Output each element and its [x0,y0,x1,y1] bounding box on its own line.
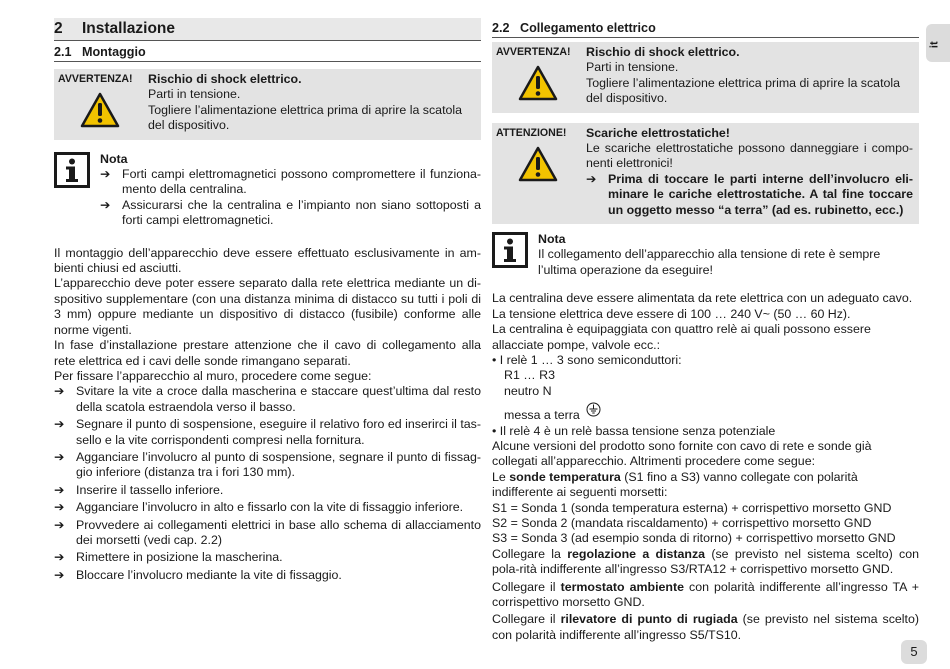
warning-line: Togliere l’alimentazione elettrica prima di aprire la scatola del dispositivo. [586,75,901,106]
step-item: ➔ Bloccare l’involucro mediante la vite di fissaggio. [54,567,342,582]
arrow-icon: ➔ [54,449,65,464]
note-title: Nota [100,151,128,166]
section-number: 2 [54,20,63,37]
subsection-title: Montaggio [82,45,146,59]
note-item: ➔ Assicurarsi che la centralina e l’impianto non siano sottoposti a forti campi elettromagnetici. [100,197,481,228]
note-block [492,232,919,278]
bullet-item: • I relè 1 … 3 sono semiconduttori: [492,352,682,367]
attention-title: Scariche elettrostatiche! [586,125,730,140]
steps-list [54,384,481,583]
language-tab: it [926,24,950,62]
paragraph: Alcune versioni del prodotto sono fornite con cavo di rete e sonde già collegati all’apparecchio. Altrimenti procedere come segue: [492,438,872,469]
warning-box [54,69,481,140]
paragraph: L’apparecchio deve poter essere separato dalla rete elettrica mediante un di-spositivo supplementare (con una distanza minima di distacco su tutti i poli di 3 mm) oppure mediante un dispositivo di distacco (fusibile) conforme alle norme vigenti. [54,276,481,337]
ground-icon [586,402,601,421]
subsection-number: 2.2 [492,21,510,35]
note-block [54,152,481,229]
section-heading-installazione [54,18,481,41]
paragraph: La tensione elettrica deve essere di 100 … 240 V~ (50 … 60 Hz). [492,306,851,321]
info-icon [54,152,90,188]
page-number: 5 [901,640,927,664]
arrow-icon: ➔ [54,517,65,532]
sensor-line: S3 = Sonda 3 (ad esempio sonda di ritorno) + corrispettivo morsetto GND [492,531,896,546]
paragraph: Collegare il rilevatore di punto di rugiada (se previsto nel sistema scelto) con polarità indifferente all’ingresso S5/TS10. [492,612,920,642]
attention-action: ➔ Prima di toccare le parti interne dell’involucro eli-minare le cariche elettrostatiche. A tal fine toccare un oggetto messo “a terra” (ad es. rubinetto, ecc.) [586,171,913,217]
paragraph: Il montaggio dell’apparecchio deve essere effettuato esclusivamente in am-bienti chiusi ed asciutti. [54,245,481,276]
arrow-icon: ➔ [100,167,111,182]
arrow-icon: ➔ [54,567,65,582]
subsection-heading-collegamento [492,20,919,38]
arrow-icon: ➔ [54,384,65,399]
step-item: ➔ Svitare la vite a croce dalla mascherina e staccare quest’ultima dal resto della scatola estraendola verso il basso. [54,384,481,414]
paragraph: La centralina deve essere alimentata da rete elettrica con un adeguato cavo. [492,291,913,306]
warning-tag: AVVERTENZA! [496,46,571,58]
sensor-line: S1 = Sonda 1 (sonda temperatura esterna) + corrispettivo morsetto GND [492,500,892,515]
left-column [54,18,481,583]
relay-line: R1 … R3 [504,368,555,383]
warning-title: Rischio di shock elettrico. [586,45,740,59]
arrow-icon: ➔ [100,197,111,212]
arrow-icon: ➔ [54,550,65,565]
arrow-icon: ➔ [54,417,65,432]
relay-line: neutro N [504,383,552,398]
arrow-icon: ➔ [54,482,65,497]
step-item: ➔ Inserire il tassello inferiore. [54,482,224,497]
warning-box [492,42,919,113]
attention-line: Le scariche elettrostatiche possono danneggiare i compo-nenti elettronici! [586,141,913,171]
step-item: ➔ Agganciare l’involucro al punto di sospensione, segnare il punto di fissag-gio inferiore (distanza tra i fori 130 mm). [54,449,481,480]
warning-line: Togliere l’alimentazione elettrica prima di aprire la scatola del dispositivo. [148,102,463,133]
arrow-icon: ➔ [54,500,65,515]
bullet-item: • Il relè 4 è un relè bassa tensione senza potenziale [492,423,776,438]
paragraph: Le sonde temperatura (S1 fino a S3) vanno collegate con polarità indifferente ai seguenti morsetti: [492,469,858,500]
step-item: ➔ Rimettere in posizione la mascherina. [54,550,283,565]
step-item: ➔ Provvedere ai collegamenti elettrici in base allo schema di allacciamento dei morsetti (vedi cap. 2.2) [54,517,481,547]
paragraph: In fase d’installazione prestare attenzione che il cavo di collegamento alla rete elettrica ed i cavi delle sonde rimangano separati. [54,338,481,368]
arrow-icon: ➔ [586,171,597,186]
attention-tag: ATTENZIONE! [496,126,567,139]
section-title: Installazione [82,20,176,37]
attention-box [492,123,919,224]
paragraph: Collegare il termostato ambiente con polarità indifferente all’ingresso TA + corrispettivo morsetto GND. [492,579,919,609]
warning-title: Rischio di shock elettrico. [148,72,302,86]
warning-triangle-icon [518,146,582,186]
step-item: ➔ Agganciare l’involucro in alto e fissarlo con la vite di fissaggio inferiore. [54,500,464,515]
subsection-heading-montaggio [54,44,481,62]
warning-triangle-icon [518,65,582,105]
right-column [492,20,919,643]
warning-tag: AVVERTENZA! [58,73,133,85]
info-icon [492,232,528,268]
paragraph: Per fissare l’apparecchio al muro, procedere come segue: [54,368,372,383]
relay-line: messa a terra [492,402,919,423]
subsection-number: 2.1 [54,45,72,59]
body-text [492,291,919,643]
note-text: Il collegamento dell’apparecchio alla tensione di rete è sempre l’ultima operazione da eseguire! [538,247,881,277]
subsection-title: Collegamento elettrico [520,21,656,35]
warning-line: Parti in tensione. [148,87,241,102]
step-item: ➔ Segnare il punto di sospensione, eseguire il relativo foro ed inserirci il tas-sello e la vite corrispondenti compresi nella fornitura. [54,417,481,447]
note-title: Nota [538,232,566,247]
note-item: ➔ Forti campi elettromagnetici possono compromettere il funziona-mento della centralina. [100,167,481,197]
warning-line: Parti in tensione. [586,60,679,75]
paragraph: Collegare la regolazione a distanza (se previsto nel sistema scelto) con pola-rità indifferente all’ingresso S3/RTA12 + corrispettivo morsetto GND. [492,546,919,577]
sensor-line: S2 = Sonda 2 (mandata riscaldamento) + corrispettivo morsetto GND [492,515,872,530]
warning-triangle-icon [80,92,144,132]
paragraph: La centralina è equipaggiata con quattro relè ai quali possono essere allacciate pompe, valvole ecc.: [492,322,871,352]
